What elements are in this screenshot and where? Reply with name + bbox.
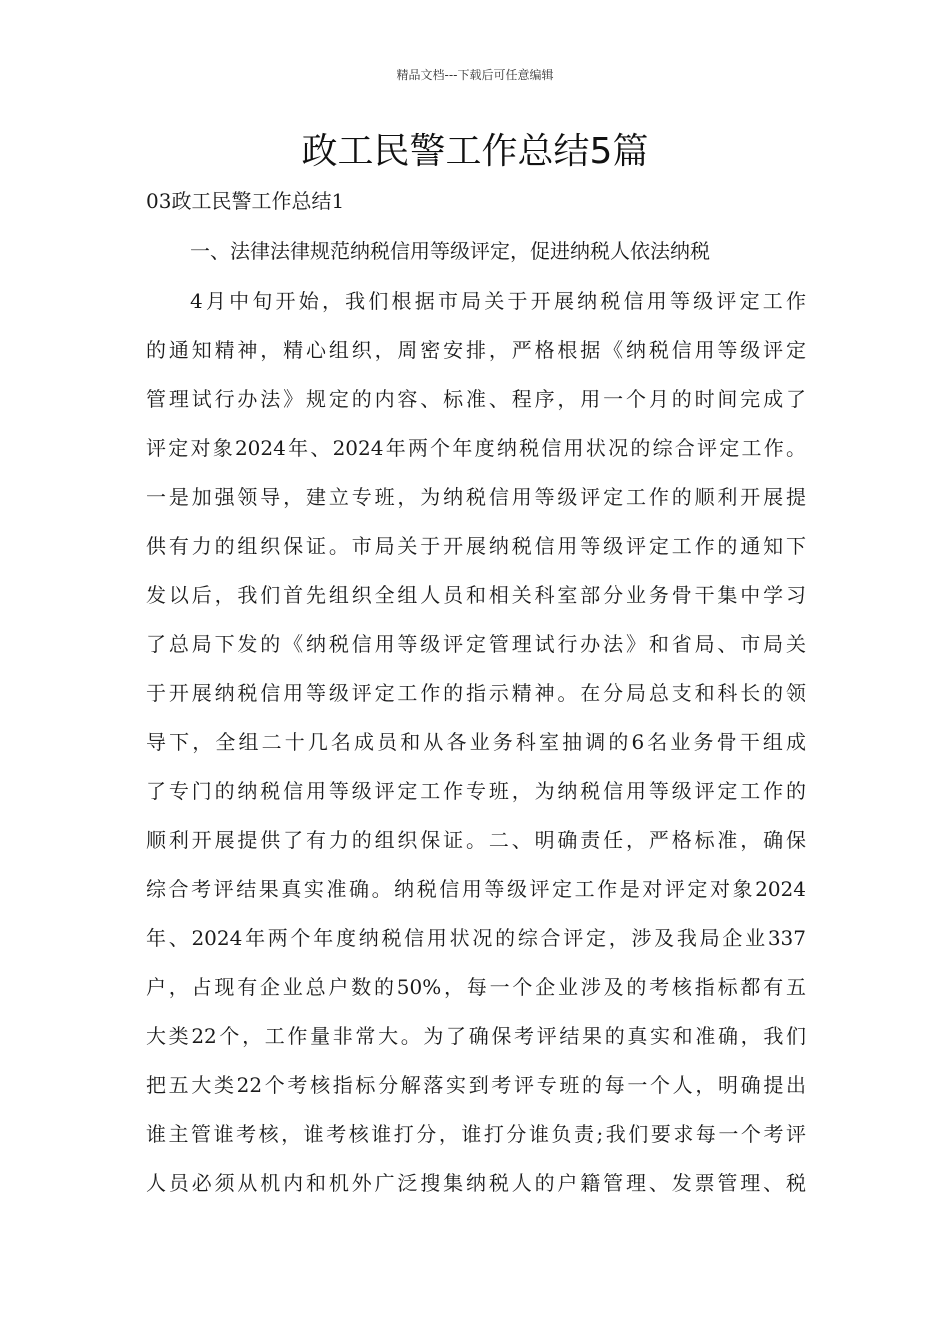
- body-line: 户，占现有企业总户数的50%，每一个企业涉及的考核指标都有五: [146, 975, 806, 999]
- body-line: 顺利开展提供了有力的组织保证。二、明确责任，严格标准，确保: [146, 828, 806, 852]
- body-line: 评定对象2024年、2024年两个年度纳税信用状况的综合评定工作。: [146, 436, 806, 460]
- body-line: 大类22个，工作量非常大。为了确保考评结果的真实和准确，我们: [146, 1024, 806, 1048]
- body-line: 一是加强领导，建立专班，为纳税信用等级评定工作的顺利开展提: [146, 485, 806, 509]
- body-line: 管理试行办法》规定的内容、标准、程序，用一个月的时间完成了: [146, 387, 806, 411]
- section-subtitle: 03政工民警工作总结1: [146, 189, 345, 213]
- body-line: 了专门的纳税信用等级评定工作专班，为纳税信用等级评定工作的: [146, 779, 806, 803]
- body-line: 年、2024年两个年度纳税信用状况的综合评定，涉及我局企业337: [146, 926, 806, 950]
- document-title: 政工民警工作总结5篇: [301, 131, 649, 172]
- body-line: 谁主管谁考核，谁考核谁打分，谁打分谁负责;我们要求每一个考评: [146, 1122, 806, 1146]
- body-line: 供有力的组织保证。市局关于开展纳税信用等级评定工作的通知下: [146, 534, 806, 558]
- section-heading: 一、法律法律规范纳税信用等级评定，促进纳税人依法纳税: [190, 239, 710, 263]
- body-line: 综合考评结果真实准确。纳税信用等级评定工作是对评定对象2024: [146, 877, 806, 901]
- body-line: 发以后，我们首先组织全组人员和相关科室部分业务骨干集中学习: [146, 583, 806, 607]
- body-line: 导下，全组二十几名成员和从各业务科室抽调的6名业务骨干组成: [146, 730, 806, 754]
- body-line: 的通知精神，精心组织，周密安排，严格根据《纳税信用等级评定: [146, 338, 806, 362]
- body-line: 4月中旬开始，我们根据市局关于开展纳税信用等级评定工作: [190, 289, 806, 313]
- header-note: 精品文档---下载后可任意编辑: [396, 68, 554, 82]
- body-line: 于开展纳税信用等级评定工作的指示精神。在分局总支和科长的领: [146, 681, 806, 705]
- body-line: 人员必须从机内和机外广泛搜集纳税人的户籍管理、发票管理、税: [146, 1171, 806, 1195]
- body-line: 了总局下发的《纳税信用等级评定管理试行办法》和省局、市局关: [146, 632, 806, 656]
- body-line: 把五大类22个考核指标分解落实到考评专班的每一个人，明确提出: [146, 1073, 806, 1097]
- body-text: [146, 284, 806, 1215]
